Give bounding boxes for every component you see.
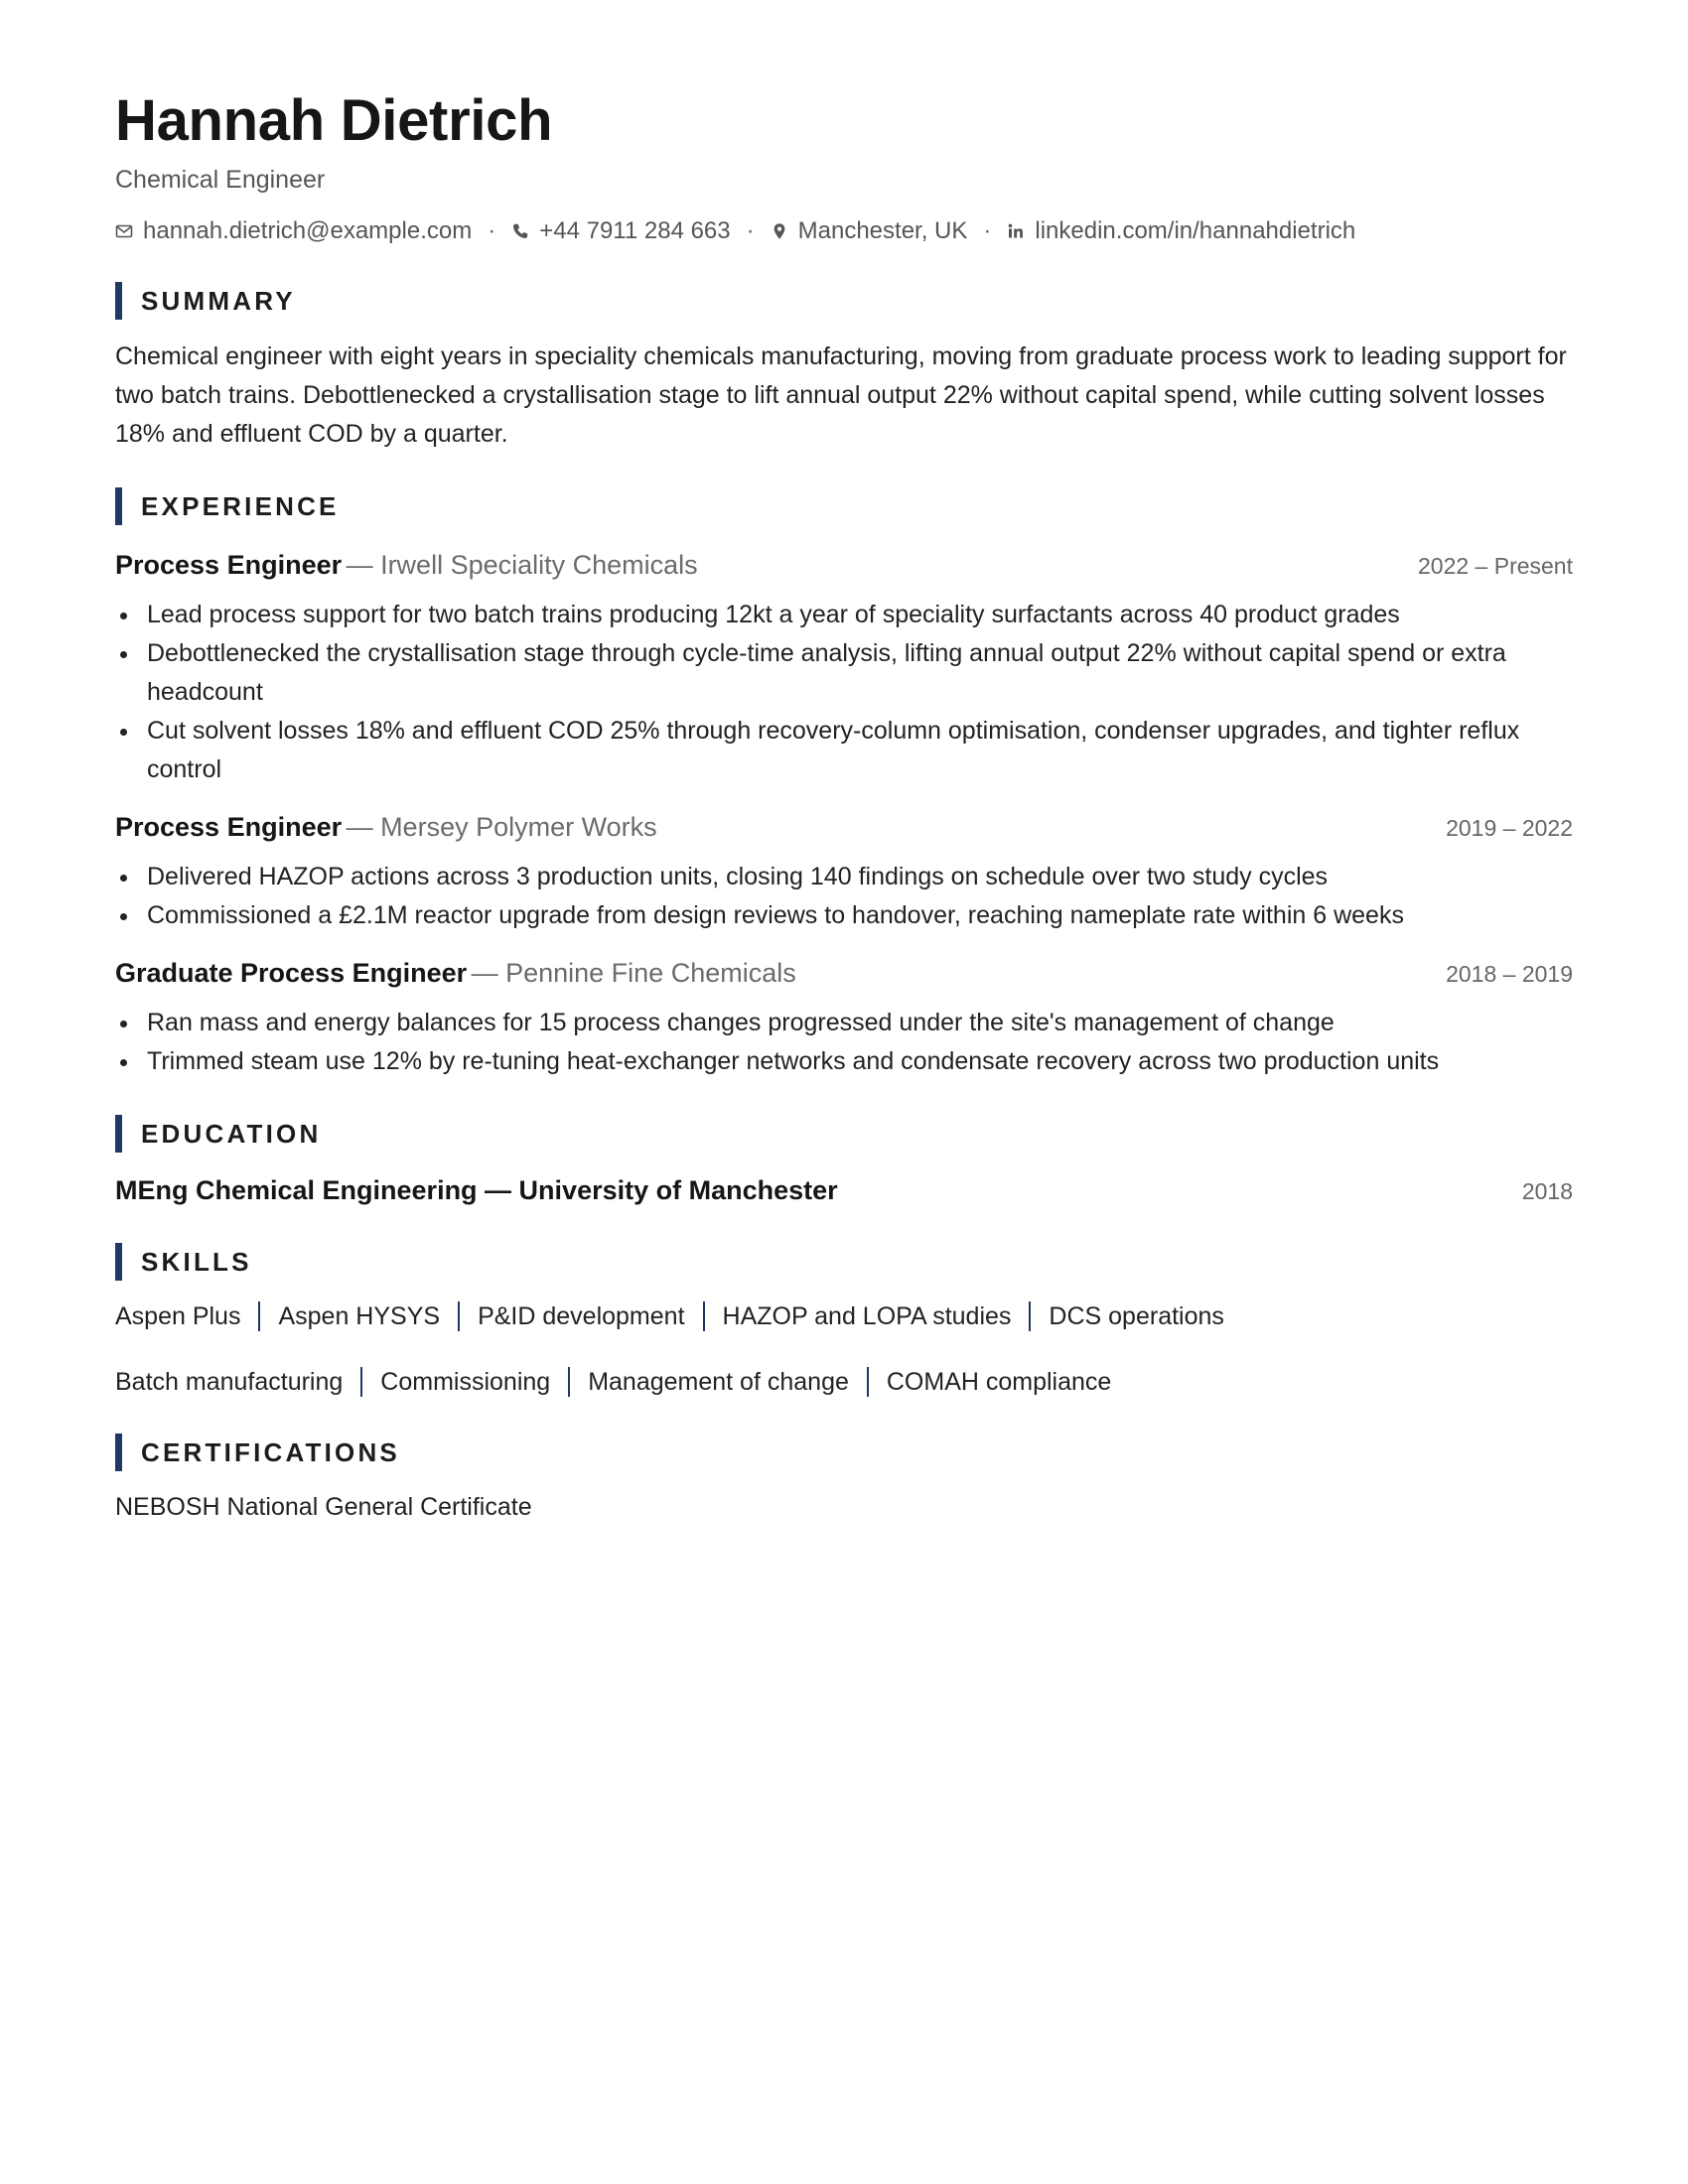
job-dates: 2022 – Present — [1417, 553, 1573, 579]
section-accent-bar — [115, 282, 122, 320]
skills-row — [115, 1364, 1573, 1400]
resume-header — [115, 87, 1573, 248]
skill-item: P&ID development — [478, 1302, 685, 1330]
job-role-company — [115, 955, 796, 996]
phone-text: +44 7911 284 663 — [539, 217, 731, 244]
job-dates: 2019 – 2022 — [1446, 815, 1573, 841]
skill-divider — [360, 1367, 362, 1397]
section-heading — [115, 282, 1573, 320]
job-role-company — [115, 547, 698, 588]
job-title: Graduate Process Engineer — [115, 958, 468, 988]
skill-divider — [703, 1301, 705, 1331]
skill-item: DCS operations — [1049, 1302, 1224, 1330]
job-bullet: Delivered HAZOP actions across 3 production units, closing 140 findings on schedule over two study cycles — [115, 858, 1573, 896]
job-company: — Pennine Fine Chemicals — [471, 958, 796, 988]
contact-location — [771, 214, 968, 248]
job-bullets — [115, 858, 1573, 935]
education-entry — [115, 1172, 1573, 1209]
job-title: Process Engineer — [115, 812, 343, 842]
skill-item: Aspen HYSYS — [278, 1302, 441, 1330]
experience-title: EXPERIENCE — [141, 490, 340, 521]
section-heading — [115, 1243, 1573, 1281]
job-entry — [115, 809, 1573, 935]
contact-separator: · — [983, 217, 992, 244]
section-heading — [115, 487, 1573, 525]
skill-item: Management of change — [588, 1368, 849, 1396]
education-title: EDUCATION — [141, 1118, 322, 1149]
job-bullet: Trimmed steam use 12% by re-tuning heat-exchanger networks and condensate recovery across two production units — [115, 1042, 1573, 1081]
education-section — [115, 1115, 1573, 1209]
summary-text: Chemical engineer with eight years in speciality chemicals manufacturing, moving from graduate process work to leading support for two batch trains. Debottlenecked a crystallisation stage to lift annual output 22% without capital spend, while cutting solvent losses 18% and effluent COD by a quarter. — [115, 342, 1567, 448]
summary-title: SUMMARY — [141, 285, 296, 316]
experience-section — [115, 487, 1573, 1081]
job-dates: 2018 – 2019 — [1446, 961, 1573, 987]
contact-separator: · — [746, 217, 755, 244]
skill-item: Aspen Plus — [115, 1302, 241, 1330]
job-header — [115, 955, 1573, 996]
education-degree: MEng Chemical Engineering — University of Manchester — [115, 1175, 838, 1205]
skills-row — [115, 1298, 1573, 1334]
job-entry — [115, 547, 1573, 789]
skill-item: Commissioning — [380, 1368, 551, 1396]
section-heading — [115, 1115, 1573, 1153]
job-header — [115, 809, 1573, 850]
contact-linkedin[interactable] — [1007, 214, 1355, 248]
contact-bar — [115, 214, 1573, 248]
job-list — [115, 547, 1573, 1081]
summary-section — [115, 282, 1573, 454]
contact-separator: · — [488, 217, 496, 244]
skill-item: COMAH compliance — [886, 1368, 1112, 1396]
job-company: — Mersey Polymer Works — [346, 812, 657, 842]
phone-icon — [511, 222, 529, 240]
location-text: Manchester, UK — [797, 217, 968, 244]
email-text: hannah.dietrich@example.com — [143, 217, 473, 244]
linkedin-text: linkedin.com/in/hannahdietrich — [1035, 217, 1356, 244]
linkedin-icon — [1007, 222, 1025, 240]
skill-divider — [1029, 1301, 1031, 1331]
section-accent-bar — [115, 1115, 122, 1153]
certification-item: NEBOSH National General Certificate — [115, 1493, 532, 1521]
section-accent-bar — [115, 1433, 122, 1471]
skill-divider — [867, 1367, 869, 1397]
skill-divider — [568, 1367, 570, 1397]
education-year: 2018 — [1521, 1178, 1573, 1204]
job-bullet: Cut solvent losses 18% and effluent COD 25% through recovery-column optimisation, condenser upgrades, and tighter reflux control — [115, 712, 1573, 789]
candidate-role: Chemical Engineer — [115, 166, 326, 194]
job-bullet: Ran mass and energy balances for 15 process changes progressed under the site's management of change — [115, 1004, 1573, 1042]
certifications-title: CERTIFICATIONS — [141, 1436, 400, 1467]
job-company: — Irwell Speciality Chemicals — [346, 550, 698, 580]
job-role-company — [115, 809, 657, 850]
job-header — [115, 547, 1573, 588]
section-heading — [115, 1433, 1573, 1471]
job-bullets — [115, 1004, 1573, 1081]
job-bullet: Commissioned a £2.1M reactor upgrade from design reviews to handover, reaching nameplate rate within 6 weeks — [115, 896, 1573, 935]
job-entry — [115, 955, 1573, 1081]
skill-item: Batch manufacturing — [115, 1368, 344, 1396]
job-title: Process Engineer — [115, 550, 343, 580]
candidate-name: Hannah Dietrich — [115, 88, 553, 153]
job-bullet: Debottlenecked the crystallisation stage through cycle-time analysis, lifting annual output 22% without capital spend or extra headcount — [115, 634, 1573, 712]
job-bullets — [115, 596, 1573, 789]
contact-email[interactable] — [115, 214, 472, 248]
mail-icon — [115, 222, 133, 240]
skills-title: SKILLS — [141, 1246, 252, 1277]
skills-section — [115, 1243, 1573, 1400]
location-pin-icon — [771, 222, 788, 240]
skill-divider — [458, 1301, 460, 1331]
skill-item: HAZOP and LOPA studies — [722, 1302, 1012, 1330]
section-accent-bar — [115, 1243, 122, 1281]
skill-divider — [258, 1301, 260, 1331]
certifications-section — [115, 1433, 1573, 1525]
job-bullet: Lead process support for two batch trains producing 12kt a year of speciality surfactants across 40 product grades — [115, 596, 1573, 634]
contact-phone[interactable] — [511, 214, 730, 248]
section-accent-bar — [115, 487, 122, 525]
